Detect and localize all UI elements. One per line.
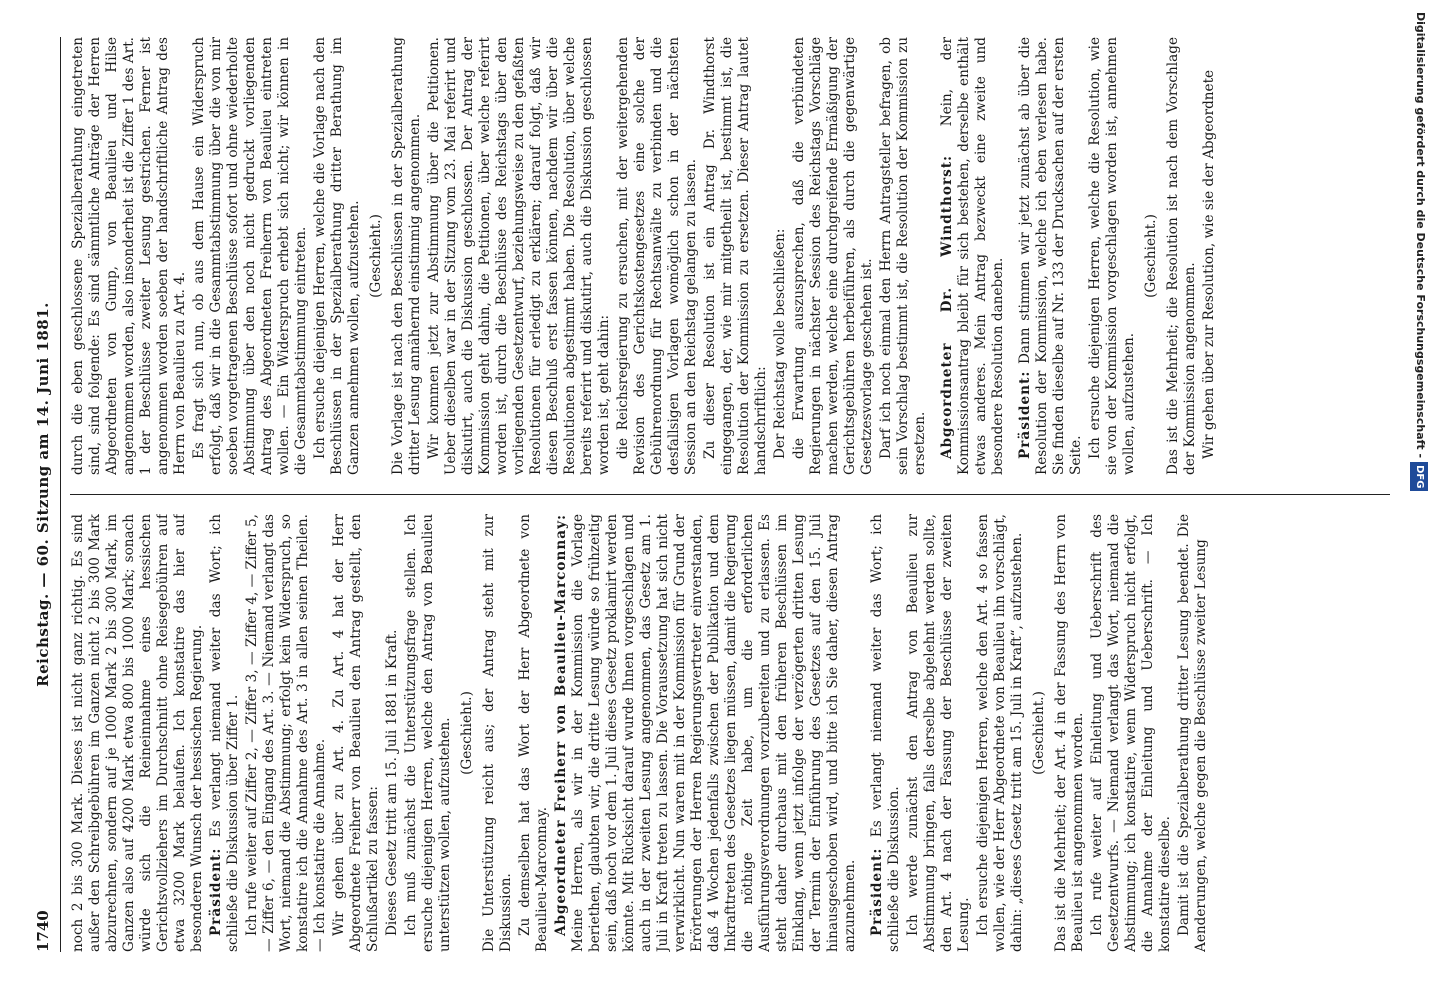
paragraph	[1053, 514, 1087, 952]
speech-paragraph	[869, 514, 903, 952]
paragraph-text: durch die eben geschlossene Spezialberathung eingetreten sind, sind folgende: Es sind sämmtliche Anträge der Herren Abgeordneten von Gump, von Beaulieu und Hilse angenommen worden, also insonderheit ist die Ziffer 1 des Art. 1 der Beschlüsse zweiter Lesung gestrichen. Ferner ist angenommen worden soeben der handschriftliche Antrag des Herrn von Beaulieu zu Art. 4.	[70, 37, 188, 475]
paragraph-text: Nein, der Kommissionsantrag bleibt für sich bestehen, derselbe enthält etwas anderes. Mein Antrag bezweckt eine zweite und besondere Resolution daneben.	[939, 37, 1006, 475]
paragraph	[244, 514, 329, 952]
column-divider	[70, 494, 1390, 495]
dfg-credit-text	[1411, 12, 1429, 1002]
paragraph	[426, 37, 613, 475]
paragraph	[481, 514, 515, 952]
header-rule	[60, 37, 61, 952]
paragraph	[905, 514, 973, 952]
stage-direction	[1031, 514, 1048, 952]
speech-paragraph	[1017, 37, 1085, 475]
paragraph	[312, 37, 363, 475]
paragraph-text: Dann stimmen wir jetzt zunächst ab über die Resolution der Kommission, welche ich eben verlesen habe. Sie finden dieselbe auf Nr. 133 der Drucksachen auf der ersten Seite.	[1017, 37, 1084, 475]
left-column	[70, 514, 1390, 952]
paragraph	[878, 37, 929, 475]
paragraph	[70, 514, 206, 952]
paragraph-text: Das ist die Mehrheit; der Art. 4 in der Fassung des Herrn von Beaulieu ist angenommen worden.	[1053, 514, 1086, 952]
paragraph	[517, 514, 551, 952]
paragraph-gap	[1009, 37, 1017, 475]
paragraph-text: Ich ersuche diejenigen Herren, welche den Art. 4 so fassen wollen, wie der Herr Abgeordnete von Beaulieu ihn vorschlägt, dahin: „dieses Gesetz tritt am 15. Juli in Kraft“, aufzustehen.	[975, 514, 1025, 952]
paragraph-text: Ich ersuche diejenigen Herren, welche die Vorlage nach den Beschlüssen in der Spezialberathung dritter Berathung im Ganzen annehmen wollen, aufzustehen.	[312, 37, 362, 475]
page-title: Reichstag. — 60. Sitzung am 14. Juni 1881.	[34, 302, 52, 687]
paragraph	[390, 37, 424, 475]
paragraph-text: Die Vorlage ist nach den Beschlüssen in der Spezialberathung dritter Lesung annähernd einstimmig angenommen.	[390, 37, 423, 475]
speaker-name: Präsident:	[208, 847, 224, 936]
paragraph-text: Damit ist die Spezialberathung dritter Lesung beendet. Die Aenderungen, welche gegen die Beschlüsse zweiter Lesung	[1176, 514, 1209, 952]
paragraph	[331, 514, 382, 952]
paragraph	[70, 37, 189, 475]
paragraph	[1176, 514, 1210, 952]
paragraph-text: Es verlangt niemand weiter das Wort; ich schließe die Diskussion.	[869, 514, 902, 952]
paragraph-text: Dieses Gesetz tritt am 15. Juli 1881 in Kraft.	[384, 629, 400, 936]
paragraph-text: (Geschieht.)	[459, 691, 475, 775]
page-number: 1740	[34, 910, 52, 952]
paragraph-text: Ich muß zunächst die Unterstützungsfrage stellen. Ich ersuche diejenigen Herren, welche den Antrag von Beaulieu unterstützen wollen, aufzustehen.	[403, 514, 453, 952]
speaker-name: Abgeordneter Freiherr von Beaulieu-Marconnay:	[553, 514, 569, 936]
paragraph-gap	[861, 514, 869, 952]
paragraph-text: Darf ich noch einmal den Herrn Antragsteller befragen, ob sein Vorschlag bestimmt ist, die Resolution der Kommission zu ersetzen.	[878, 37, 928, 475]
paragraph	[702, 37, 770, 475]
page-body	[30, 37, 1400, 952]
paragraph	[615, 37, 700, 475]
stage-direction	[368, 37, 385, 475]
paragraph-text: die Reichsregierung zu ersuchen, mit der weitergehenden Revision des Gerichtskostengesetzes eine solche der Gebührenordnung für Rechtsanwälte zu verbinden und die desfallsigen Vorlagen womöglich schon in der nächsten Session an den Reichstag gelangen zu lassen.	[615, 37, 699, 475]
stage-direction	[459, 514, 476, 952]
paragraph-text: noch 2 bis 300 Mark. Dieses ist nicht ganz richtig. Es sind außer den Schreibgebühren im Ganzen nicht 2 bis 300 Mark abzurechnen, sondern auf je 1000 Mark 2 bis 300 Mark, im Ganzen also auf 4200 Mark etwa 800 bis 1000 Mark; sonach würde sich die Reineinnahme eines hessischen Gerichtsvollziehers im Durchschnitt ohne Reisegebühren auf etwa 3200 Mark belaufen. Ich konstatire das hier auf besonderen Wunsch der hessischen Regierung.	[70, 514, 205, 952]
paragraph-text: Meine Herren, als wir in der Kommission die Vorlage beriethen, glaubten wir, die dritte Lesung würde so frühzeitig sein, daß noch vor dem 1. Juli dieses Gesetz proklamirt werden könnte. Mit Rücksicht darauf wurde Ihnen vorgeschlagen und auch in der zweiten Lesung angenommen, das Gesetz am 1. Juli in Kraft treten zu lassen. Die Voraussetzung hat sich nicht verwirklicht. Nun waren mit in der Kommission für Grund der Erörterungen der Herren Regierungsvertreter einverstanden, daß 4 Wochen jedenfalls zwischen der Publikation und dem Inkrafttreten des Gesetzes liegen müssen, damit die Regierung die nöthige Zeit habe, um die erforderlichen Ausführungsverordnungen vorzubereiten und zu erlassen. Es steht daher durchaus mit den früheren Beschlüssen im Einklang, wenn jetzt infolge der verzögerten dritten Lesung der Termin der Einführung des Gesetzes auf den 15. Juli hinausgeschoben wird, und bitte ich Sie daher, diesen Antrag anzunehmen.	[570, 514, 858, 952]
paragraph-text: die Erwartung auszusprechen, daß die verbündeten Regierungen in nächster Session des Reichstags Vorschläge machen werden, welche eine durchgreifende Ermäßigung der Gerichtsgebühren herbeiführen, als durch die gegenwärtige Gesetzesvorlage geschehen ist.	[791, 37, 875, 475]
paragraph	[975, 514, 1026, 952]
paragraph-text: Das ist die Mehrheit; die Resolution ist nach dem Vorschlage der Kommission angenommen.	[1165, 37, 1198, 475]
speaker-name: Präsident:	[869, 847, 885, 936]
paragraph-text: Zu demselben hat das Wort der Herr Abgeordnete von Beaulieu-Marconnay.	[517, 514, 550, 952]
paragraph	[791, 37, 876, 475]
right-column	[70, 37, 1390, 475]
paragraph-text: Es verlangt niemand weiter das Wort; ich schließe die Diskussion über Ziffer 1.	[208, 514, 241, 952]
paragraph	[191, 37, 310, 475]
paragraph-text: (Geschieht.)	[1031, 691, 1047, 775]
paragraph-text: Ich rufe weiter auf Ziffer 2, — Ziffer 3, — Ziffer 4, — Ziffer 5, — Ziffer 6, — den Eingang des Art. 3. — Niemand verlangt das Wort, niemand die Abstimmung; erfolgt kein Widerspruch, so konstatire ich die Annahme des Art. 3 in allen seinen Theilen. — Ich konstatire die Annahme.	[244, 514, 328, 952]
paragraph-text: Ich werde zunächst den Antrag von Beaulieu zur Abstimmung bringen, falls derselbe abgelehnt werden sollte, den Art. 4 nach der Fassung der Beschlüsse der zweiten Lesung.	[905, 514, 972, 952]
dfg-logo: DFG	[1410, 462, 1428, 491]
paragraph	[1087, 37, 1138, 475]
speaker-name: Präsident:	[1017, 370, 1033, 459]
speech-paragraph	[208, 514, 242, 952]
speech-paragraph	[939, 37, 1007, 475]
paragraph	[384, 514, 401, 952]
paragraph	[1165, 37, 1199, 475]
paragraph-text: Wir gehen über zu Art. 4. Zu Art. 4 hat der Herr Abgeordnete Freiherr von Beaulieu den Antrag gestellt, den Schlußartikel zu fassen:	[331, 514, 381, 952]
paragraph-text: Wir kommen jetzt zur Abstimmung über die Petitionen. Ueber dieselben war in der Sitzung vom 23. Mai referirt und diskutirt, auch die Diskussion geschlossen. Der Antrag der Kommission geht dahin, die Petitionen, über welche referirt worden ist, durch die Beschlüsse des Reichstags über den vorliegenden Gesetzentwurf, beziehungsweise zu den gefaßten Resolutionen für erledigt zu erklären; darauf folgt, daß wir diesen Beschluß erst fassen können, nachdem wir über die Resolutionen abgestimmt haben. Die Resolution, über welche bereits referirt und diskutirt, auch die Diskussion geschlossen worden ist, geht dahin:	[426, 37, 612, 475]
paragraph-text: Ich ersuche diejenigen Herren, welche die Resolution, wie sie von der Kommission vorgeschlagen worden ist, annehmen wollen, aufzustehen.	[1087, 37, 1137, 475]
paragraph-text: Es fragt sich nun, ob aus dem Hause ein Widerspruch erfolgt, daß wir in die Gesammtabstimmung über die von mir soeben vorgetragenen Beschlüsse sofort und ohne wiederholte Abstimmung über den noch nicht gedruckt vorliegenden Antrag des Abgeordneten Freiherrn von Beaulieu eintreten wollen. — Ein Widerspruch erhebt sich nicht; wir können in die Gesammtabstimmung eintreten.	[191, 37, 309, 475]
paragraph-text: Zu dieser Resolution ist ein Antrag Dr. Windthorst eingegangen, der, wie mir mitgetheilt ist, bestimmt ist, die Resolution der Kommission zu ersetzen. Dieser Antrag lautet handschriftlich:	[702, 37, 769, 475]
paragraph-text: Die Unterstützung reicht aus; der Antrag steht mit zur Diskussion.	[481, 514, 514, 952]
paragraph	[1089, 514, 1174, 952]
paragraph	[772, 37, 789, 475]
dfg-credit-strip	[1411, 6, 1429, 1000]
speech-paragraph	[553, 514, 859, 952]
speaker-name: Abgeordneter Dr. Windthorst:	[939, 154, 955, 459]
paragraph	[403, 514, 454, 952]
paragraph-text: (Geschieht.)	[368, 214, 384, 298]
paragraph-text: Ich rufe weiter auf Einleitung und Ueberschrift des Gesetzentwurfs. — Niemand verlangt das Wort, niemand die Abstimmung; ich konstatire, wenn Widerspruch nicht erfolgt, die Annahme der Einleitung und Ueberschrift. — Ich konstatire dieselbe.	[1089, 514, 1173, 952]
paragraph	[1201, 37, 1218, 475]
dfg-credit-label: Digitalisierung gefördert durch die Deutsche Forschungsgemeinschaft -	[1414, 12, 1427, 459]
paragraph-text: (Geschieht.)	[1143, 214, 1159, 298]
page-header	[30, 37, 60, 952]
stage-direction	[1143, 37, 1160, 475]
paragraph-gap	[931, 37, 939, 475]
paragraph-text: Der Reichstag wolle beschließen:	[772, 228, 788, 459]
paragraph-text: Wir gehen über zur Resolution, wie sie der Abgeordnete	[1201, 69, 1217, 459]
